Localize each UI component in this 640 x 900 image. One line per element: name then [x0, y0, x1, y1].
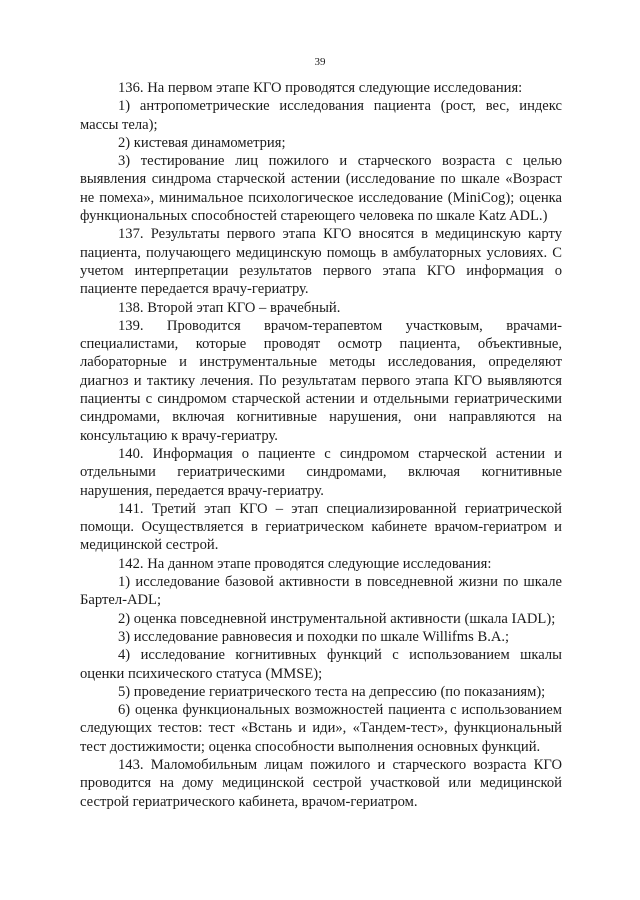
list-item-balance-gait: 3) исследование равновесия и походки по шкале Willifms B.A.; [118, 628, 510, 645]
list-item-frailty-screening: 3) тестирование лиц пожилого и старческого возраста с целью выявления синдрома старческой астении (исследование по шкале «Возраст не помеха», минимальное психологическое исследование (MiniCog); оценка функциональных способностей стареющего человека по шкале Katz ADL.) [80, 153, 562, 225]
paragraph-140: 140. Информация о пациенте с синдромом старческой астении и отдельными гериатрическими синдромами, включая когнитивные нарушения, передается врачу-гериатру. [80, 445, 562, 499]
paragraph-143: 143. Маломобильным лицам пожилого и старческого возраста КГО проводится на дому медицинской сестрой участковой или медицинской сестрой гериатрического кабинета, врачом-гериатром. [80, 756, 562, 810]
paragraph-141: 141. Третий этап КГО – этап специализированной гериатрической помощи. Осуществляется в гериатрическом кабинете врачом-гериатром и медицинской сестрой. [80, 500, 562, 554]
list-item-functional-tests: 6) оценка функциональных возможностей пациента с использованием следующих тестов: тест «Встань и иди», «Тандем-тест», функциональный тест достижимости; оценка способности выполнения основных функций. [80, 702, 562, 755]
list-item-barthel-adl: 1) исследование базовой активности в повседневной жизни по шкале Бартел-ADL; [80, 574, 562, 609]
list-item-dynamometry: 2) кистевая динамометрия; [118, 134, 286, 151]
document-body [80, 79, 562, 811]
paragraph-142: 142. На данном этапе проводятся следующие исследования: [118, 555, 492, 572]
page-number: 39 [314, 56, 326, 68]
paragraph-138: 138. Второй этап КГО – врачебный. [118, 299, 341, 316]
paragraph-139: 139. Проводится врачом-терапевтом участковым, врачами-специалистами, которые проводят осмотр пациента, объективные, лабораторные и инструментальные методы исследования, определяют диагноз и тактику лечения. По результатам первого этапа КГО выявляются пациенты с синдромом старческой астении и отдельными гериатрическими синдромами, включая когнитивные нарушения, они направляются на консультацию к врачу-гериатру. [80, 317, 562, 444]
list-item-anthropometry: 1) антропометрические исследования пациента (рост, вес, индекс массы тела); [80, 98, 562, 133]
list-item-mmse: 4) исследование когнитивных функций с использованием шкалы оценки психического статуса (MMSE); [80, 647, 562, 682]
list-item-iadl: 2) оценка повседневной инструментальной активности (шкала IADL); [118, 610, 556, 627]
paragraph-137: 137. Результаты первого этапа КГО вносятся в медицинскую карту пациента, получающего медицинскую помощь в амбулаторных условиях. С учетом интерпретации результатов первого этапа КГО информация о пациенте передается врачу-гериатру. [80, 226, 562, 298]
paragraph-136: 136. На первом этапе КГО проводятся следующие исследования: [118, 80, 523, 96]
list-item-depression-test: 5) проведение гериатрического теста на депрессию (по показаниям); [118, 683, 546, 700]
